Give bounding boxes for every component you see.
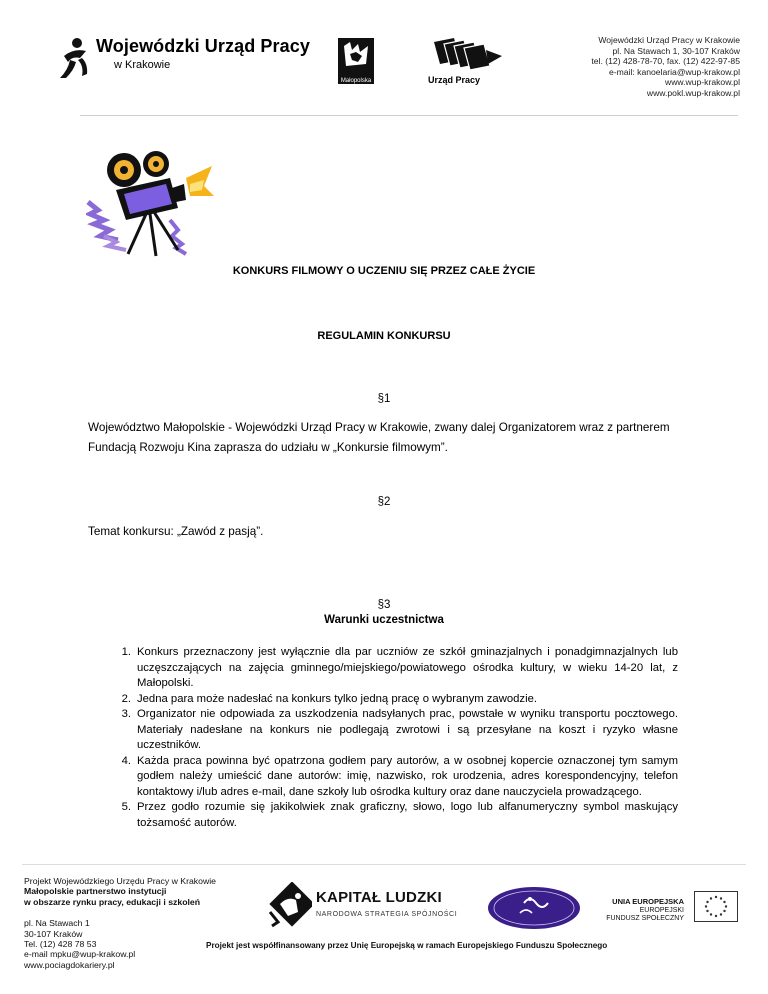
list-item-text: Każda praca powinna być opatrzona godłem pary autorów, a w osobnej kopercie oznaczonej tym samym godłem należy umieścić dane autorów: imię, nazwisko, rok urodzenia, adres korespondencyjny, telefon kontaktowy i/lub adres e-mail, dane szkoły lub ośrodka kultury oraz dane nauczyciela prowadzącego. <box>137 754 678 798</box>
contact-line: pl. Na Stawach 1, 30-107 Kraków <box>612 45 740 56</box>
contact-line: www.wup-krakow.pl <box>665 77 740 88</box>
list-item-number: 5. <box>121 801 131 813</box>
list-item-number: 1. <box>121 646 131 658</box>
malopolska-logo <box>338 38 374 84</box>
conditions-list <box>88 645 678 831</box>
project-line: Projekt Wojewódzkiego Urzędu Pracy w Krakowie <box>24 876 217 886</box>
urzad-pracy-label: Urząd Pracy <box>428 75 481 85</box>
list-item-number: 4. <box>121 754 131 767</box>
list-item <box>88 707 678 754</box>
list-item <box>88 800 678 831</box>
address-line: e-mail mpku@wup-krakow.pl <box>24 949 136 960</box>
section-1-text: Województwo Małopolskie - Wojewódzki Urząd Pracy w Krakowie, zwany dalej Organizatorem wraz z partnerem Fundacją Rozwoju Kina zaprasza do udziału w „Konkursie filmowym”. <box>88 421 670 454</box>
partnership-logo <box>486 885 582 931</box>
section-1-mark: §1 <box>377 393 391 405</box>
footer-project-info <box>24 876 216 970</box>
list-item <box>88 692 678 708</box>
eu-text-block <box>604 898 684 924</box>
kapital-ludzki-logo-icon <box>268 882 312 928</box>
document-subtitle: REGULAMIN KONKURSU <box>317 330 451 342</box>
cofinance-note: Projekt jest współfinansowany przez Unię Europejską w ramach Europejskiego Funduszu Społecznego <box>206 941 608 950</box>
address-line: Tel. (12) 428 78 53 <box>24 939 97 950</box>
eu-line: EUROPEJSKI <box>639 906 684 914</box>
wup-logo-subtitle: w Krakowie <box>114 59 171 71</box>
kapital-ludzki-subtitle: NARODOWA STRATEGIA SPÓJNOŚCI <box>316 911 458 918</box>
section-2-text: Temat konkursu: „Zawód z pasją”. <box>88 525 264 538</box>
document-title: KONKURS FILMOWY O UCZENIU SIĘ PRZEZ CAŁE ŻYCIE <box>232 265 536 277</box>
contact-line: e-mail: kanoelaria@wup-krakow.pl <box>609 66 740 77</box>
contact-line: tel. (12) 428-78-70, fax. (12) 422-97-85 <box>591 56 740 67</box>
wup-logo-icon <box>56 36 92 80</box>
kapital-ludzki-title: KAPITAŁ LUDZKI <box>316 889 442 906</box>
contact-line: Wojewódzki Urząd Pracy w Krakowie <box>598 35 740 45</box>
film-camera-icon <box>86 150 216 260</box>
address-line: pl. Na Stawach 1 <box>24 918 90 929</box>
contact-line: www.pokl.wup-krakow.pl <box>646 87 740 98</box>
eu-line: UNIA EUROPEJSKA <box>612 897 684 906</box>
address-line: 30-107 Kraków <box>24 928 83 939</box>
urzad-pracy-logo <box>424 38 512 86</box>
list-item-text: Organizator nie odpowiada za uszkodzenia nadsyłanych prac, powstałe w wyniku transportu pocztowego. Materiały nadesłane na konkurs nie podlegają zwrotowi i są przesyłane na koszt i ryzyko własne uczestników. <box>137 708 678 751</box>
section-3-mark: §3 <box>377 599 391 611</box>
section-2-mark: §2 <box>377 496 391 508</box>
eu-flag-icon <box>694 891 738 922</box>
section-3-heading: Warunki uczestnictwa <box>324 614 444 626</box>
project-line: Małopolskie partnerstwo instytucji <box>24 886 167 897</box>
list-item-text: Jedna para może nadesłać na konkurs tylko jedną pracę o wybranym zawodzie. <box>137 692 538 705</box>
list-item-number: 2. <box>121 692 131 705</box>
address-line: www.pociagdokariery.pl <box>24 959 115 970</box>
header-contact-block <box>591 35 740 99</box>
wup-logo-title: Wojewódzki Urząd Pracy <box>96 36 310 56</box>
list-item-text: Przez godło rozumie się jakikolwiek znak graficzny, słowo, logo lub alfanumeryczny symbol maskujący tożsamość autorów. <box>137 801 678 829</box>
eu-line: FUNDUSZ SPOŁECZNY <box>606 915 684 922</box>
list-item <box>88 645 678 692</box>
project-line: w obszarze rynku pracy, edukacji i szkoleń <box>24 896 201 907</box>
list-item <box>88 754 678 801</box>
list-item-number: 3. <box>121 708 131 720</box>
malopolska-label: Małopolska <box>340 78 372 84</box>
list-item-text: Konkurs przeznaczony jest wyłącznie dla par uczniów ze szkół gminazjalnych i ponadgimnazjalnych lub uczęszczających na zajęcia gminnego/miejskiego/powiatowego ośrodka kultury, w wieku 14-20 lat, z Małopolski. <box>137 646 678 689</box>
footer-divider <box>22 864 746 865</box>
header-divider <box>80 115 738 116</box>
